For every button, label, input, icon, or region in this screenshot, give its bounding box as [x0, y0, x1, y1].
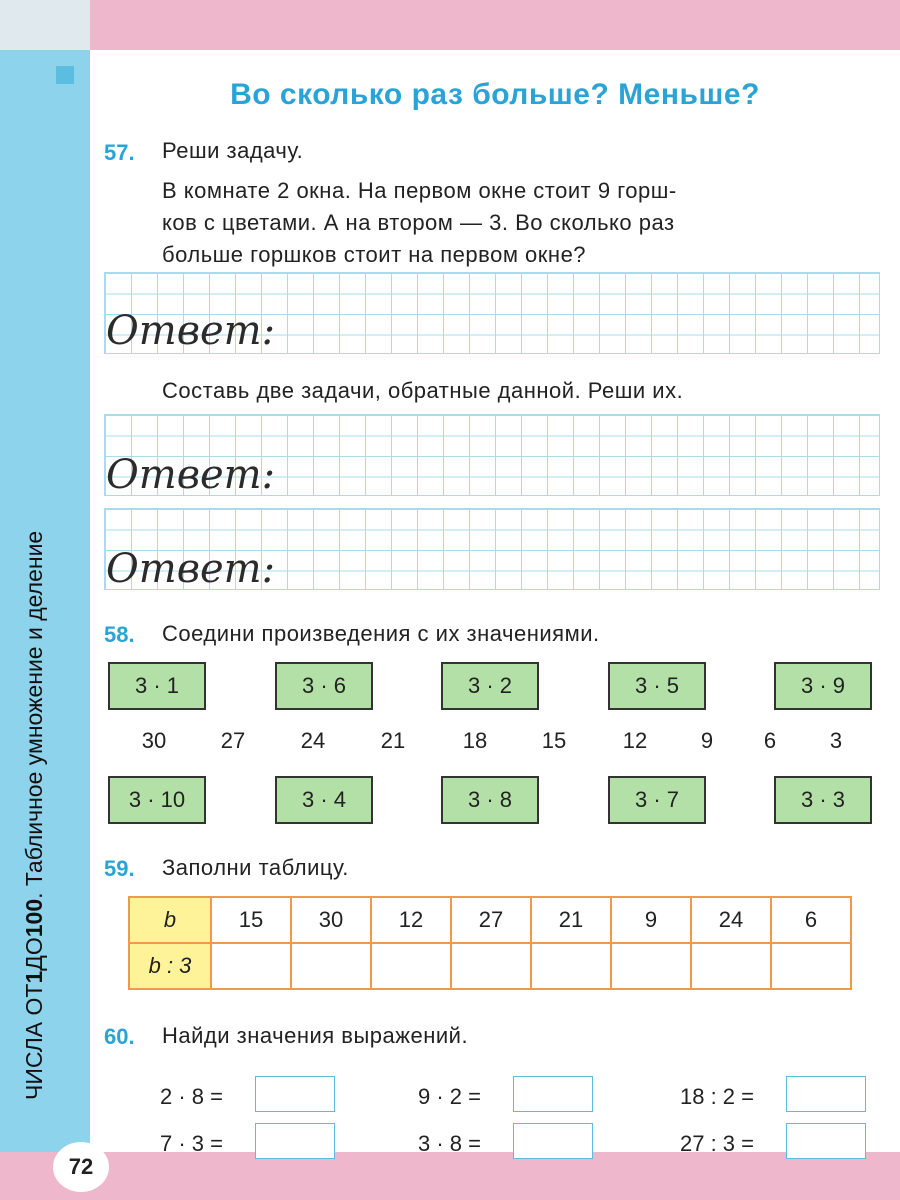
chapter-title-part1: ЧИСЛА ОТ [20, 983, 47, 1100]
chapter-title-n1: 1 [20, 970, 47, 984]
table-cell: 24 [691, 897, 771, 943]
value-5[interactable]: 18 [462, 728, 488, 753]
task-57-number: 57. [104, 140, 135, 165]
task-60-prompt: Найди значения выражений. [162, 1023, 469, 1048]
product-box-top-3[interactable]: 3 · 2 [441, 662, 539, 710]
answer-cell[interactable] [211, 943, 291, 989]
table-row [129, 943, 851, 989]
table-cell: 6 [771, 897, 851, 943]
value-2[interactable]: 27 [220, 728, 246, 753]
product-box-top-4[interactable]: 3 · 5 [608, 662, 706, 710]
product-box-top-2[interactable]: 3 · 6 [275, 662, 373, 710]
product-box-bottom-5[interactable]: 3 · 3 [774, 776, 872, 824]
table-cell: 30 [291, 897, 371, 943]
product-box-bottom-2[interactable]: 3 · 4 [275, 776, 373, 824]
table-cell: 27 [451, 897, 531, 943]
chapter-title [12, 100, 56, 1100]
expression-5: 3 · 8 = [418, 1131, 481, 1156]
answer-label-3: Ответ: [106, 546, 276, 592]
product-box-bottom-3[interactable]: 3 · 8 [441, 776, 539, 824]
expression-6: 27 : 3 = [680, 1131, 755, 1156]
answer-box-6[interactable] [786, 1123, 866, 1159]
answer-cell[interactable] [691, 943, 771, 989]
answer-box-2[interactable] [513, 1076, 593, 1112]
chapter-title-n2: 100 [20, 898, 47, 938]
answer-label-1: Ответ: [106, 308, 276, 354]
value-1[interactable]: 30 [141, 728, 167, 753]
expression-2: 9 · 2 = [418, 1084, 481, 1109]
expression-1: 2 · 8 = [160, 1084, 223, 1109]
task-58-number: 58. [104, 622, 135, 647]
bottom-decor-band [0, 1152, 900, 1200]
row-label-b-div-3: b : 3 [129, 943, 211, 989]
fill-table [128, 896, 852, 990]
value-9[interactable]: 6 [763, 728, 777, 753]
product-box-bottom-1[interactable]: 3 · 10 [108, 776, 206, 824]
page-title: Во сколько раз больше? Меньше? [230, 78, 760, 111]
top-decor-band [90, 0, 900, 50]
task-58-prompt: Соедини произведения с их значениями. [162, 621, 600, 646]
chapter-title-part2: ДО [20, 937, 47, 971]
task-59-number: 59. [104, 856, 135, 881]
row-label-b: b [129, 897, 211, 943]
answer-cell[interactable] [291, 943, 371, 989]
answer-box-1[interactable] [255, 1076, 335, 1112]
value-3[interactable]: 24 [300, 728, 326, 753]
task-57-line-2: ков с цветами. А на втором — 3. Во сколько раз [162, 210, 675, 235]
answer-cell[interactable] [611, 943, 691, 989]
task-57-followup: Составь две задачи, обратные данной. Реши их. [162, 378, 684, 403]
answer-box-5[interactable] [513, 1123, 593, 1159]
value-8[interactable]: 9 [700, 728, 714, 753]
task-57-line-1: В комнате 2 окна. На первом окне стоит 9 горш- [162, 178, 677, 203]
answer-cell[interactable] [771, 943, 851, 989]
expression-4: 7 · 3 = [160, 1131, 223, 1156]
side-marker-square [56, 66, 74, 84]
value-6[interactable]: 15 [541, 728, 567, 753]
task-57-line-3: больше горшков стоит на первом окне? [162, 242, 587, 267]
expression-3: 18 : 2 = [680, 1084, 755, 1109]
page-number: 72 [53, 1142, 109, 1192]
product-box-top-1[interactable]: 3 · 1 [108, 662, 206, 710]
task-59-prompt: Заполни таблицу. [162, 855, 349, 880]
table-cell: 12 [371, 897, 451, 943]
product-box-bottom-4[interactable]: 3 · 7 [608, 776, 706, 824]
answer-box-3[interactable] [786, 1076, 866, 1112]
table-cell: 21 [531, 897, 611, 943]
answer-cell[interactable] [371, 943, 451, 989]
product-box-top-5[interactable]: 3 · 9 [774, 662, 872, 710]
answer-cell[interactable] [531, 943, 611, 989]
task-57-prompt: Реши задачу. [162, 138, 304, 163]
table-row [129, 897, 851, 943]
value-10[interactable]: 3 [829, 728, 843, 753]
table-cell: 9 [611, 897, 691, 943]
top-left-corner [0, 0, 90, 50]
chapter-title-part3: . Табличное умножение и деление [20, 530, 47, 899]
table-cell: 15 [211, 897, 291, 943]
answer-cell[interactable] [451, 943, 531, 989]
task-60-number: 60. [104, 1024, 135, 1049]
answer-label-2: Ответ: [106, 452, 276, 498]
value-4[interactable]: 21 [380, 728, 406, 753]
value-7[interactable]: 12 [622, 728, 648, 753]
answer-box-4[interactable] [255, 1123, 335, 1159]
